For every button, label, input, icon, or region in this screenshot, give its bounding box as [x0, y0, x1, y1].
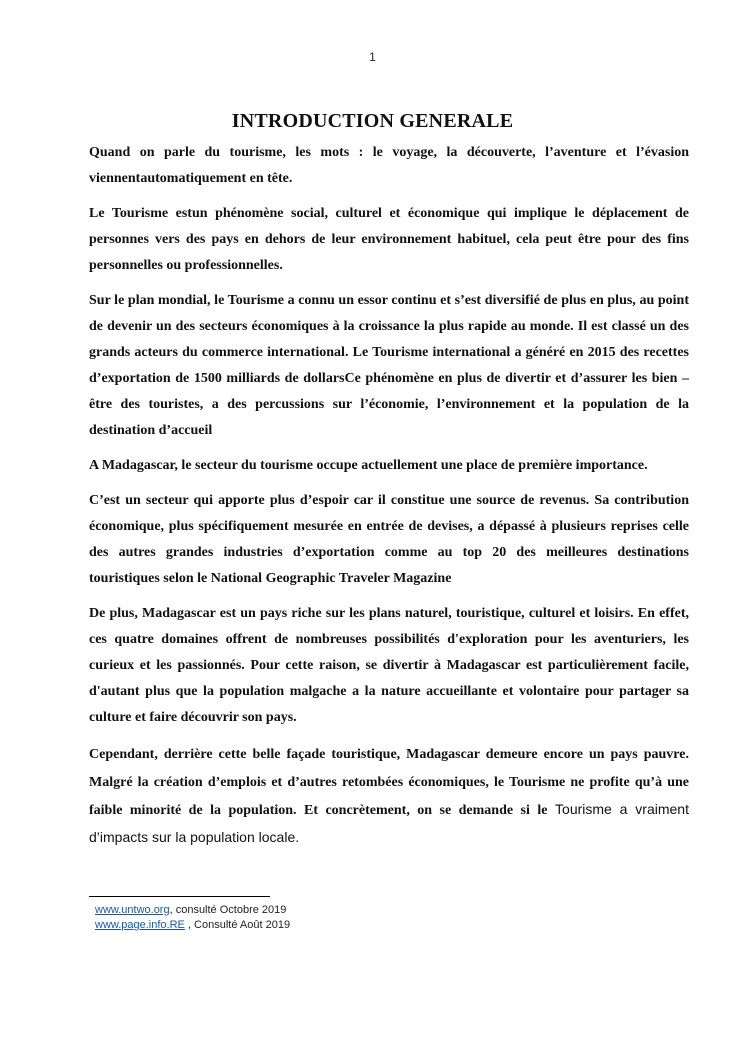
paragraph-last [89, 740, 689, 850]
paragraph: Quand on parle du tourisme, les mots : le voyage, la découverte, l’aventure et l’évasion viennentautomatiquement en tête. [89, 145, 689, 186]
footnote-item [95, 903, 595, 918]
page-title: INTRODUCTION GENERALE [231, 110, 514, 132]
paragraph: Sur le plan mondial, le Tourisme a connu un essor continu et s’est diversifié de plus en plus, au point de devenir un des secteurs économiques à la croissance la plus rapide au monde. Il est classé un des grands acteurs du commerce international. Le Tourisme international a généré en 2015 des recettes d’exportation de 1500 milliards de dollarsCe phénomène en plus de divertir et d’assurer les bien – être des touristes, a des percussions sur l’économie, l’environnement et la population de la destination d’accueil [89, 293, 689, 438]
paragraph: De plus, Madagascar est un pays riche sur les plans naturel, touristique, culturel et loisirs. En effet, ces quatre domaines offrent de nombreuses possibilités d'exploration pour les aventuriers, les curieux et les passionnés. Pour cette raison, se divertir à Madagascar est particulièrement facile, d'autant plus que la population malgache a la nature accueillante et volontaire pour partager sa culture et faire découvrir son pays. [89, 606, 689, 725]
footnote-link[interactable]: www.untwo.org [95, 904, 170, 916]
footnote-text: , Consulté Août 2019 [184, 919, 291, 931]
body-text [89, 140, 689, 859]
paragraph: Le Tourisme estun phénomène social, culturel et économique qui implique le déplacement de personnes vers des pays en dehors de leur environnement habituel, cela peut être pour des fins personnelles ou professionnelles. [89, 206, 689, 273]
footnote-link[interactable]: www.page.info.RE [95, 919, 185, 931]
footnote-text: , consulté Octobre 2019 [169, 904, 287, 916]
paragraph: A Madagascar, le secteur du tourisme occupe actuellement une place de première importance. [89, 458, 648, 473]
paragraph-last-bold: Cependant, derrière cette belle façade touristique, Madagascar demeure encore un pays pauvre. Malgré la création d’emplois et d’autres retombées économiques, le Tourisme ne profite qu’à une faible minorité de la population. Et concrètement, on se demande si le [89, 747, 689, 818]
page-number: 1 [369, 50, 376, 64]
footnote-item [95, 918, 595, 933]
paragraph-last-normal: Tourisme a vraiment d’impacts sur la population locale. [89, 801, 689, 845]
footnote-divider [89, 896, 270, 897]
footnotes [95, 903, 595, 933]
paragraph: C’est un secteur qui apporte plus d’espoir car il constitue une source de revenus. Sa contribution économique, plus spécifiquement mesurée en entrée de devises, a dépassé à plusieurs reprises celle des autres grandes industries d’exportation comme au top 20 des meilleures destinations touristiques selon le National Geographic Traveler Magazine [89, 493, 689, 586]
